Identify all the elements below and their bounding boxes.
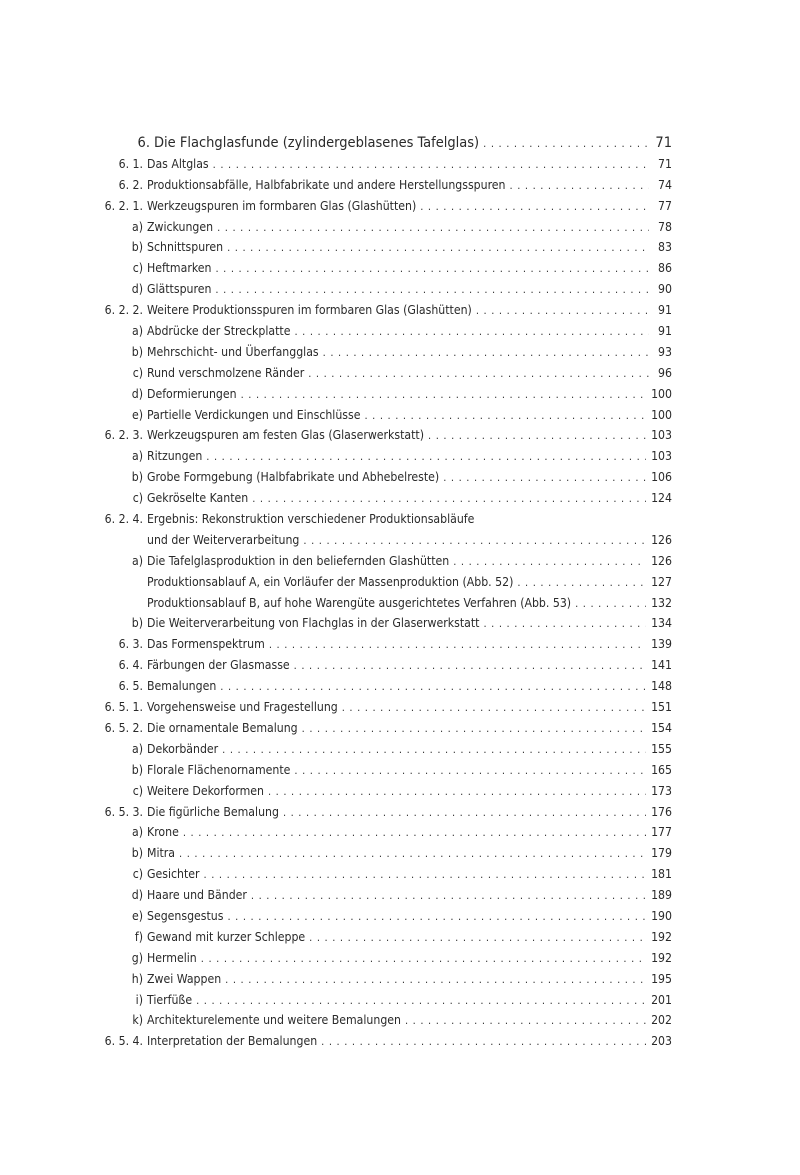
toc-entry-number: a) (132, 825, 143, 840)
dot-leader (204, 865, 647, 886)
toc-entry-page-number: 91 (658, 324, 672, 339)
dot-leader (483, 614, 646, 635)
toc-entry-body (147, 217, 672, 239)
toc-entry-page-number: 192 (651, 929, 672, 944)
toc-entry-title: Bemalungen (147, 676, 220, 697)
toc-entry-body (147, 634, 672, 656)
toc-entry-number: c) (132, 261, 143, 276)
toc-entry-page-number: 189 (651, 888, 672, 903)
toc-entry-title: Hermelin (147, 948, 201, 969)
toc-entry-number: a) (132, 449, 143, 464)
toc-entry-body (147, 530, 672, 552)
dot-leader (420, 197, 649, 218)
dot-leader (342, 698, 646, 719)
toc-entry-body (147, 237, 672, 259)
toc-entry-number: b) (131, 470, 143, 485)
toc-entry-title: Zwei Wappen (147, 969, 225, 990)
toc-entry (100, 927, 672, 948)
toc-entry-body (147, 697, 672, 719)
toc-entry-body (147, 718, 672, 740)
toc-entry-page-number: 202 (651, 1013, 672, 1028)
toc-entry-number: d) (131, 888, 143, 903)
toc-entry-number: 6. 3. (118, 637, 143, 652)
dot-leader (196, 991, 646, 1012)
dot-leader (575, 594, 646, 615)
toc-entry-title: Färbungen der Glasmasse (147, 655, 294, 676)
toc-entry-title: Ergebnis: Rekonstruktion verschiedener Produktionsabläufe (147, 509, 478, 530)
toc-entry-body (147, 279, 672, 301)
toc-entry-body (147, 175, 672, 197)
toc-entry-number: 6. 2. 1. (104, 198, 143, 213)
toc-entry-title: Produktionsablauf A, ein Vorläufer der Massenproduktion (Abb. 52) (147, 572, 517, 593)
toc-entry-page-number: 127 (651, 574, 672, 589)
toc-entry-title: Interpretation der Bemalungen (147, 1031, 321, 1052)
dot-leader (217, 218, 649, 239)
dot-leader (476, 301, 649, 322)
toc-entry (100, 593, 672, 614)
toc-entry (100, 676, 672, 697)
toc-entry-body (147, 1010, 672, 1032)
toc-entry-number: g) (131, 950, 143, 965)
toc-entry-number: c) (132, 783, 143, 798)
toc-entry (100, 237, 672, 258)
toc-entry-page-number: 103 (651, 449, 672, 464)
toc-entry-body (147, 405, 672, 427)
toc-entry-title: Rund verschmolzene Ränder (147, 363, 308, 384)
dot-leader (183, 823, 646, 844)
toc-entry-number: 6. 5. 4. (104, 1034, 143, 1049)
dot-leader (283, 803, 646, 824)
dot-leader (428, 426, 646, 447)
toc-entry-body (147, 425, 672, 447)
toc-entry (100, 258, 672, 279)
toc-entry-body (147, 551, 672, 573)
toc-entry-page-number: 74 (658, 177, 672, 192)
toc-entry (100, 175, 672, 196)
toc-entry (100, 739, 672, 760)
dot-leader (179, 844, 646, 865)
dot-leader (227, 907, 646, 928)
toc-entry-page-number: 91 (658, 303, 672, 318)
table-of-contents (100, 133, 672, 1052)
toc-entry-body (147, 384, 672, 406)
toc-entry-page-number: 203 (651, 1034, 672, 1049)
toc-entry-page-number: 71 (658, 156, 672, 171)
toc-entry-page-number: 126 (651, 532, 672, 547)
toc-entry-page-number: 77 (658, 198, 672, 213)
dot-leader (213, 155, 649, 176)
dot-leader (308, 364, 649, 385)
toc-entry (100, 990, 672, 1011)
toc-entry-title: Partielle Verdickungen und Einschlüsse (147, 405, 364, 426)
toc-entry (100, 530, 672, 551)
toc-entry-title: Haare und Bänder (147, 885, 251, 906)
toc-entry-title: Mitra (147, 843, 179, 864)
toc-entry-body (147, 154, 672, 176)
toc-entry-number: c) (132, 491, 143, 506)
dot-leader (268, 782, 646, 803)
toc-entry-number: 6. (137, 135, 150, 151)
toc-entry-page-number: 126 (651, 553, 672, 568)
toc-entry-body (147, 676, 672, 698)
dot-leader (269, 635, 646, 656)
toc-entry-title: Architekturelemente und weitere Bemalungen (147, 1010, 405, 1031)
toc-entry-page-number: 141 (651, 658, 672, 673)
toc-entry-number: 6. 1. (118, 156, 143, 171)
toc-entry-number: c) (132, 867, 143, 882)
dot-leader (453, 552, 646, 573)
toc-entry-title: Mehrschicht- und Überfangglas (147, 342, 323, 363)
toc-entry-page-number: 176 (651, 804, 672, 819)
toc-entry-page-number: 154 (651, 720, 672, 735)
toc-entry-body (147, 969, 672, 991)
toc-entry-title: Die ornamentale Bemalung (147, 718, 302, 739)
dot-leader (215, 259, 649, 280)
toc-entry-body (147, 446, 672, 468)
toc-entry-body (147, 321, 672, 343)
toc-entry (100, 217, 672, 238)
toc-entry-body (147, 572, 672, 594)
toc-entry-title: Gesichter (147, 864, 204, 885)
toc-entry-title: Segensgestus (147, 906, 227, 927)
toc-entry-body (147, 781, 672, 803)
toc-entry-page-number: 190 (651, 908, 672, 923)
dot-leader (364, 406, 646, 427)
toc-entry-title: Florale Flächenornamente (147, 760, 294, 781)
toc-entry-body (147, 613, 672, 635)
toc-entry (100, 613, 672, 634)
toc-entry-number: e) (131, 908, 143, 923)
dot-leader (220, 677, 646, 698)
dot-leader (321, 1032, 646, 1053)
toc-entry-body (147, 467, 672, 489)
toc-entry-title: Die Flachglasfunde (zylindergeblasenes Tafelglas) (154, 133, 483, 154)
toc-entry-page-number: 83 (658, 240, 672, 255)
toc-entry-number: 6. 4. (118, 658, 143, 673)
toc-entry-title: Tierfüße (147, 990, 196, 1011)
toc-entry-body (154, 133, 672, 155)
toc-entry-body (147, 864, 672, 886)
toc-entry-body (147, 363, 672, 385)
toc-entry-page-number: 132 (651, 595, 672, 610)
toc-entry-body (147, 948, 672, 970)
toc-entry-title: und der Weiterverarbeitung (147, 530, 303, 551)
toc-entry (100, 885, 672, 906)
dot-leader (405, 1011, 646, 1032)
toc-entry-page-number: 134 (651, 616, 672, 631)
toc-entry-body (147, 488, 672, 510)
dot-leader (483, 134, 649, 155)
toc-entry-page-number: 201 (651, 992, 672, 1007)
toc-entry-page-number: 181 (651, 867, 672, 882)
toc-entry-title: Vorgehensweise und Fragestellung (147, 697, 342, 718)
toc-entry-title: Glättspuren (147, 279, 215, 300)
dot-leader (302, 719, 646, 740)
toc-entry-page-number: 195 (651, 971, 672, 986)
toc-entry-page-number: 177 (651, 825, 672, 840)
toc-entry-page-number: 86 (658, 261, 672, 276)
toc-entry-title: Produktionsabfälle, Halbfabrikate und andere Herstellungsspuren (147, 175, 510, 196)
toc-entry-body (147, 509, 672, 530)
toc-entry (100, 718, 672, 739)
dot-leader (323, 343, 649, 364)
toc-entry-body (147, 843, 672, 865)
toc-entry (100, 363, 672, 384)
toc-entry-number: b) (131, 616, 143, 631)
toc-entry-body (147, 739, 672, 761)
toc-entry (100, 384, 672, 405)
toc-entry-title: Werkzeugspuren am festen Glas (Glaserwerkstatt) (147, 425, 428, 446)
toc-entry-title: Deformierungen (147, 384, 241, 405)
toc-entry-body (147, 906, 672, 928)
toc-entry-number: a) (132, 553, 143, 568)
toc-entry (100, 1010, 672, 1031)
toc-entry-page-number: 148 (651, 679, 672, 694)
toc-entry-title: Gekröselte Kanten (147, 488, 252, 509)
toc-entry-number: 6. 2. 2. (104, 303, 143, 318)
toc-entry-title: Weitere Produktionsspuren im formbaren Glas (Glashütten) (147, 300, 476, 321)
toc-entry-number: 6. 5. 1. (104, 700, 143, 715)
toc-entry (100, 843, 672, 864)
toc-entry-page-number: 103 (651, 428, 672, 443)
toc-entry-number: i) (135, 992, 143, 1007)
toc-entry-number: b) (131, 240, 143, 255)
dot-leader (215, 280, 649, 301)
toc-entry-body (147, 655, 672, 677)
toc-entry-page-number: 100 (651, 386, 672, 401)
toc-entry-number: f) (134, 929, 143, 944)
toc-entry-page-number: 173 (651, 783, 672, 798)
toc-entry (100, 551, 672, 572)
toc-entry-page-number: 100 (651, 407, 672, 422)
toc-entry-number: a) (132, 219, 143, 234)
toc-entry (100, 405, 672, 426)
dot-leader (225, 970, 646, 991)
dot-leader (309, 928, 646, 949)
toc-entry-title: Grobe Formgebung (Halbfabrikate und Abhebelreste) (147, 467, 443, 488)
toc-entry-page-number: 151 (651, 700, 672, 715)
toc-entry-body (147, 990, 672, 1012)
toc-entry-number: a) (132, 324, 143, 339)
toc-entry-title: Die Tafelglasproduktion in den beliefernden Glashütten (147, 551, 453, 572)
toc-entry-page-number: 192 (651, 950, 672, 965)
toc-entry (100, 822, 672, 843)
toc-entry-page-number: 139 (651, 637, 672, 652)
toc-entry-number: 6. 5. 2. (104, 720, 143, 735)
toc-entry-title: Abdrücke der Streckplatte (147, 321, 294, 342)
toc-entry-title: Die Weiterverarbeitung von Flachglas in der Glaserwerkstatt (147, 613, 483, 634)
toc-entry (100, 300, 672, 321)
toc-entry (100, 864, 672, 885)
toc-entry-number: b) (131, 846, 143, 861)
toc-entry-body (147, 927, 672, 949)
toc-entry-body (147, 300, 672, 322)
toc-entry-title: Das Altglas (147, 154, 213, 175)
toc-entry (100, 697, 672, 718)
toc-entry-title: Werkzeugspuren im formbaren Glas (Glashütten) (147, 196, 420, 217)
toc-entry-number: 6. 2. (118, 177, 143, 192)
toc-entry-number: b) (131, 762, 143, 777)
toc-entry (100, 446, 672, 467)
toc-entry (100, 781, 672, 802)
toc-entry (100, 760, 672, 781)
toc-entry-page-number: 106 (651, 470, 672, 485)
toc-entry-number: b) (131, 344, 143, 359)
dot-leader (294, 322, 649, 343)
toc-entry-body (147, 342, 672, 364)
toc-entry-body (147, 196, 672, 218)
dot-leader (251, 886, 646, 907)
toc-entry-title: Weitere Dekorformen (147, 781, 268, 802)
toc-entry (100, 488, 672, 509)
toc-entry-page-number: 179 (651, 846, 672, 861)
toc-entry-number: 6. 2. 3. (104, 428, 143, 443)
toc-entry-body (147, 760, 672, 782)
toc-entry-number: c) (132, 365, 143, 380)
toc-entry-body (147, 593, 672, 615)
toc-entry-body (147, 1031, 672, 1053)
toc-entry (100, 802, 672, 823)
toc-entry-body (147, 258, 672, 280)
dot-leader (303, 531, 646, 552)
dot-leader (227, 238, 649, 259)
dot-leader (241, 385, 646, 406)
dot-leader (510, 176, 649, 197)
toc-entry-number: d) (131, 282, 143, 297)
toc-entry-title: Die figürliche Bemalung (147, 802, 283, 823)
toc-entry-number: d) (131, 386, 143, 401)
toc-entry-page-number: 165 (651, 762, 672, 777)
toc-entry (100, 425, 672, 446)
toc-entry-number: a) (132, 741, 143, 756)
dot-leader (252, 489, 646, 510)
toc-entry (100, 467, 672, 488)
toc-entry-body (147, 802, 672, 824)
toc-entry (100, 133, 672, 154)
toc-entry-page-number: 96 (658, 365, 672, 380)
toc-entry-number: k) (132, 1013, 143, 1028)
toc-entry (100, 969, 672, 990)
toc-entry-title: Gewand mit kurzer Schleppe (147, 927, 309, 948)
toc-entry (100, 572, 672, 593)
toc-entry (100, 154, 672, 175)
toc-entry-body (147, 822, 672, 844)
toc-entry (100, 948, 672, 969)
toc-entry-title: Zwickungen (147, 217, 217, 238)
toc-entry-page-number: 124 (651, 491, 672, 506)
toc-entry (100, 196, 672, 217)
toc-entry-number: 6. 5. 3. (104, 804, 143, 819)
toc-entry (100, 655, 672, 676)
toc-entry-number: 6. 2. 4. (104, 512, 143, 527)
toc-entry-title: Krone (147, 822, 183, 843)
dot-leader (517, 573, 646, 594)
toc-entry-page-number: 155 (651, 741, 672, 756)
toc-entry (100, 342, 672, 363)
toc-entry-title: Das Formenspektrum (147, 634, 269, 655)
dot-leader (222, 740, 646, 761)
dot-leader (206, 447, 646, 468)
toc-entry-page-number: 93 (658, 344, 672, 359)
toc-entry-title: Heftmarken (147, 258, 215, 279)
toc-entry-page-number: 90 (658, 282, 672, 297)
toc-entry (100, 906, 672, 927)
toc-entry-number: e) (131, 407, 143, 422)
toc-entry-title: Produktionsablauf B, auf hohe Warengüte ausgerichtetes Verfahren (Abb. 53) (147, 593, 575, 614)
toc-entry-page-number: 71 (655, 135, 672, 151)
toc-entry-title: Dekorbänder (147, 739, 222, 760)
dot-leader (294, 656, 646, 677)
toc-entry (100, 1031, 672, 1052)
toc-entry (100, 279, 672, 300)
toc-entry-title: Schnittspuren (147, 237, 227, 258)
toc-entry-body (147, 885, 672, 907)
toc-entry (100, 509, 672, 530)
toc-entry-page-number: 78 (658, 219, 672, 234)
dot-leader (443, 468, 646, 489)
toc-entry-number: h) (131, 971, 143, 986)
toc-entry (100, 634, 672, 655)
dot-leader (201, 949, 646, 970)
toc-entry (100, 321, 672, 342)
dot-leader (294, 761, 646, 782)
toc-entry-number: 6. 5. (118, 679, 143, 694)
toc-entry-title: Ritzungen (147, 446, 206, 467)
